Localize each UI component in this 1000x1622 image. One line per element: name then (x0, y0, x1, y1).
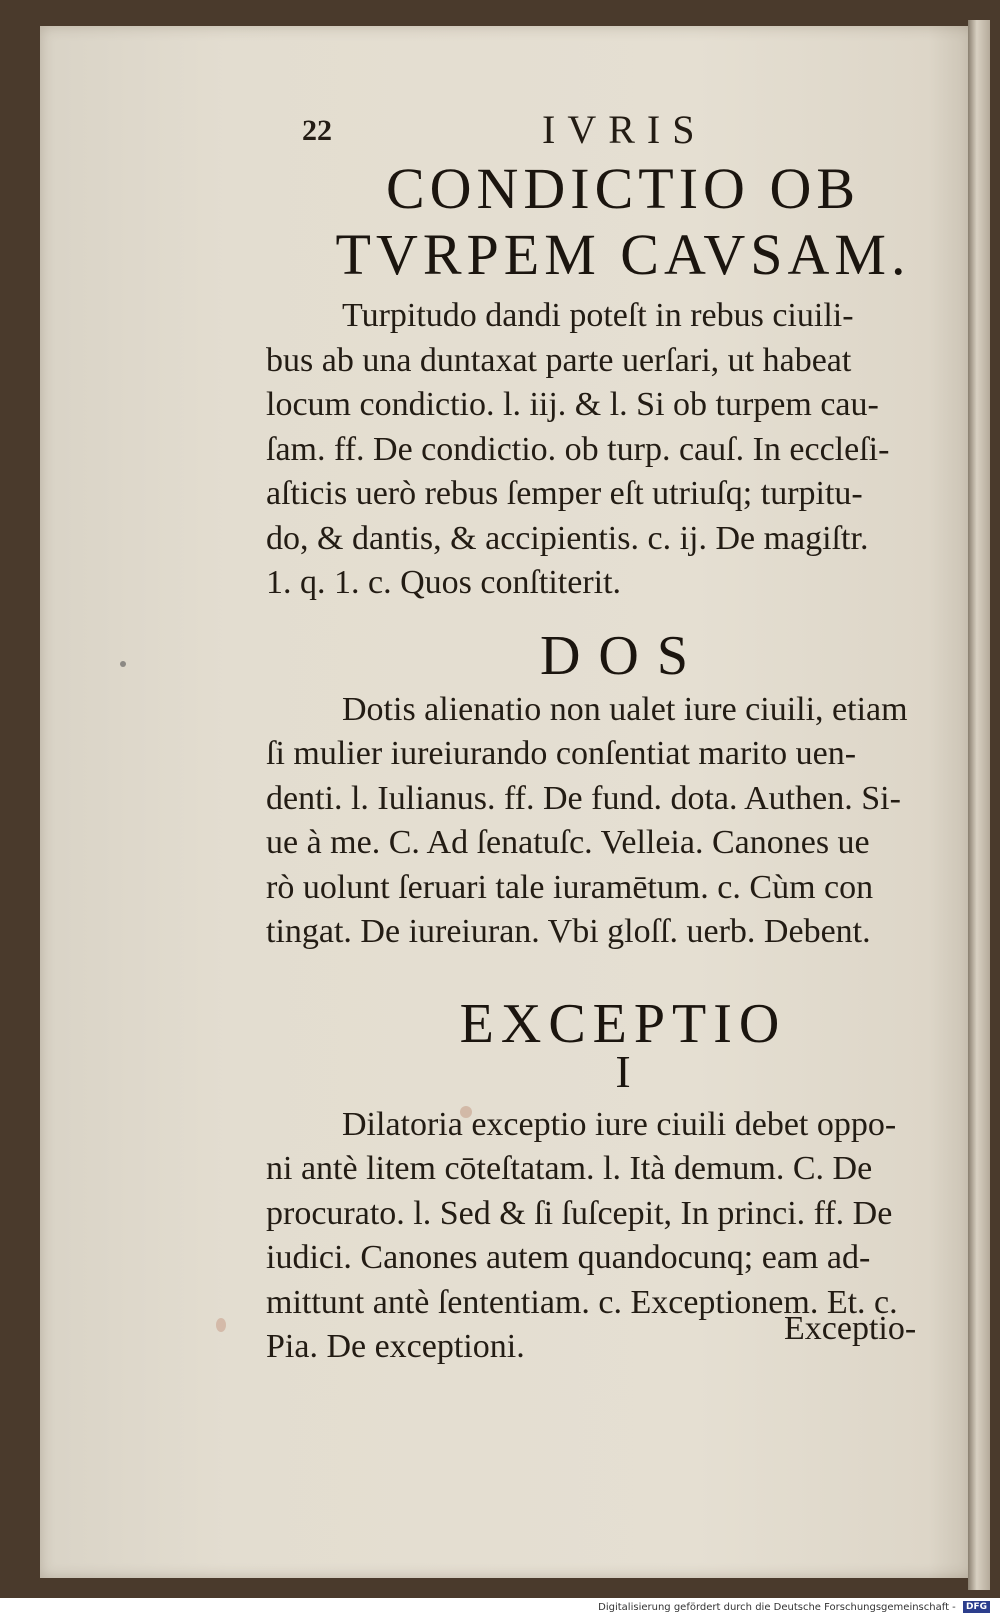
running-head (266, 107, 980, 154)
stain (216, 1318, 226, 1332)
text-line: iudici. Canones autem quandocunq; eam ad- (266, 1239, 871, 1276)
page-text (266, 107, 980, 1370)
text-line: aſticis uerò rebus ſemper eſt utriuſq; turpitu- (266, 475, 863, 512)
footer-text: Digitalisierung gefördert durch die Deutsche Forschungsgemeinschaft - (598, 1602, 956, 1613)
section-heading: EXCEPTIO (459, 992, 787, 1055)
running-title: IVRIS (542, 107, 707, 152)
section-heading: TVRPEM CAVSAM. (335, 222, 911, 287)
text-line: ſam. ff. De condictio. ob turp. cauſ. In eccleſi- (266, 430, 890, 468)
footer (560, 1601, 990, 1621)
text-line: rò uolunt ſeruari tale iuramētum. c. Cùm con (266, 868, 874, 906)
section-heading: CONDICTIO OB (385, 156, 861, 221)
section-paragraph (266, 294, 980, 606)
text-line: Dilatoria exceptio iure ciuili debet oppo- (342, 1105, 897, 1143)
text-line: ue à me. C. Ad ſenatuſc. Velleia. Canones ue (266, 824, 870, 861)
text-line: ni antè litem cōteſtatam. l. Ità demum. C. De (266, 1150, 873, 1187)
page-number: 22 (302, 114, 332, 147)
section-paragraph (266, 688, 980, 955)
section-heading: DOS (539, 624, 707, 687)
text-line: denti. l. Iulianus. ff. De fund. dota. Authen. Si- (266, 779, 901, 817)
text-line: locum condictio. l. iij. & l. Si ob turpem cau- (266, 386, 879, 423)
dfg-logo: DFG (963, 1601, 990, 1613)
text-line: Pia. De exceptioni. (266, 1328, 525, 1365)
section-heading-numeral: I (615, 1045, 631, 1097)
text-line: procurato. l. Sed & ſi ſuſcepit, In princi. ff. De (266, 1194, 893, 1232)
text-line: do, & dantis, & accipientis. c. ij. De magiſtr. (266, 519, 869, 557)
text-line: Dotis alienatio non ualet iure ciuili, etiam (342, 690, 908, 728)
catchword: Exceptio- (784, 1310, 917, 1347)
text-line: mittunt antè ſententiam. c. Exceptionem. Et. c. (266, 1283, 898, 1321)
stain (120, 661, 126, 667)
text-line: ſi mulier iureiurando conſentiat marito uen- (266, 735, 857, 772)
text-line: tingat. De iureiuran. Vbi gloſſ. uerb. Debent. (266, 913, 871, 950)
text-line: 1. q. 1. c. Quos conſtiterit. (266, 564, 622, 601)
text-line: bus ab una duntaxat parte uerſari, ut habeat (266, 341, 852, 379)
text-line: Turpitudo dandi poteſt in rebus ciuili- (342, 297, 854, 334)
